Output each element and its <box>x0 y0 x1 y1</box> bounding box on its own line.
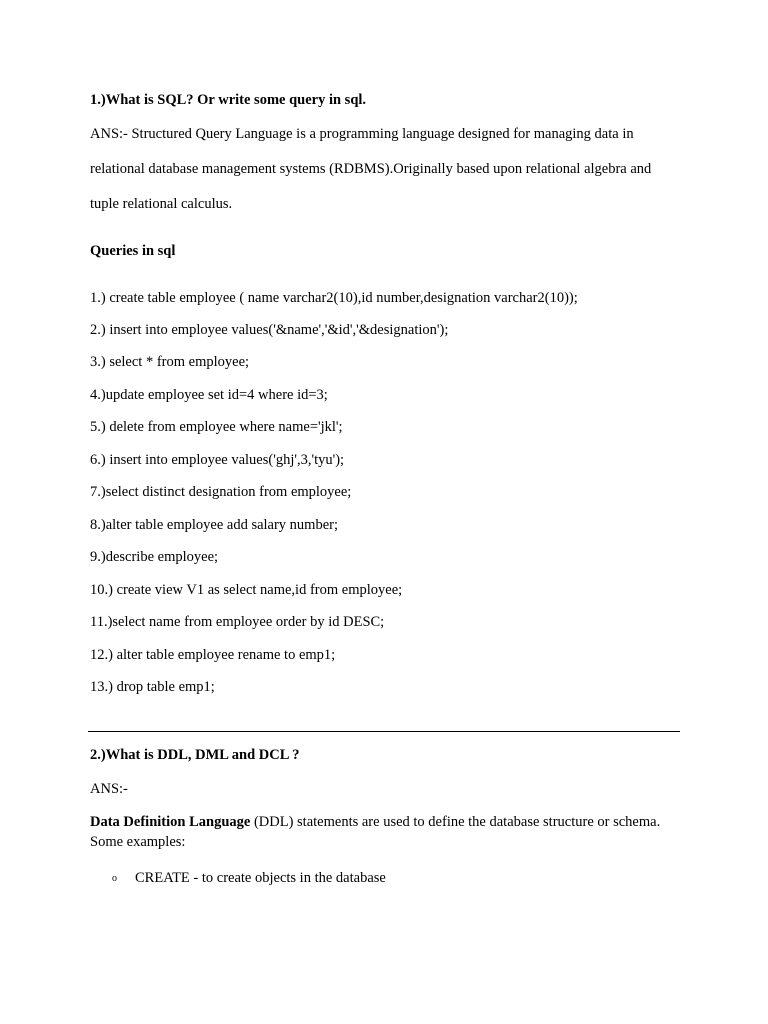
query-line: 7.)select distinct designation from employee; <box>90 484 352 500</box>
query-line: 6.) insert into employee values('ghj',3,'tyu'); <box>90 452 345 468</box>
query-line: 12.) alter table employee rename to emp1; <box>90 647 336 663</box>
section-divider <box>88 731 680 732</box>
question-1-heading: 1.)What is SQL? Or write some query in sql. <box>90 92 367 108</box>
query-line: 2.) insert into employee values('&name','&id','&designation'); <box>90 322 449 338</box>
answer-1-line-1: ANS:- Structured Query Language is a programming language designed for managing data in <box>90 126 634 142</box>
bullet-icon: o <box>112 873 117 884</box>
question-2-heading: 2.)What is DDL, DML and DCL ? <box>90 747 300 763</box>
answer-1-line-3: tuple relational calculus. <box>90 196 233 212</box>
query-line: 11.)select name from employee order by id DESC; <box>90 614 385 630</box>
query-line: 3.) select * from employee; <box>90 354 250 370</box>
query-line: 10.) create view V1 as select name,id from employee; <box>90 582 403 598</box>
ddl-description: (DDL) statements are used to define the database structure or schema. Some examples: <box>90 814 661 850</box>
query-line: 1.) create table employee ( name varchar2(10),id number,designation varchar2(10)); <box>90 290 578 306</box>
ddl-paragraph <box>90 812 670 852</box>
query-line: 5.) delete from employee where name='jkl'; <box>90 419 343 435</box>
bullet-text: CREATE - to create objects in the database <box>135 870 386 886</box>
ddl-bullet-item <box>112 870 386 887</box>
query-line: 9.)describe employee; <box>90 549 219 565</box>
answer-2-label: ANS:- <box>90 781 128 797</box>
query-line: 13.) drop table emp1; <box>90 679 215 695</box>
ddl-term: Data Definition Language <box>90 814 251 830</box>
queries-heading: Queries in sql <box>90 243 176 259</box>
answer-1-line-2: relational database management systems (RDBMS).Originally based upon relational algebra and <box>90 161 652 177</box>
query-line: 8.)alter table employee add salary number; <box>90 517 339 533</box>
query-line: 4.)update employee set id=4 where id=3; <box>90 387 328 403</box>
